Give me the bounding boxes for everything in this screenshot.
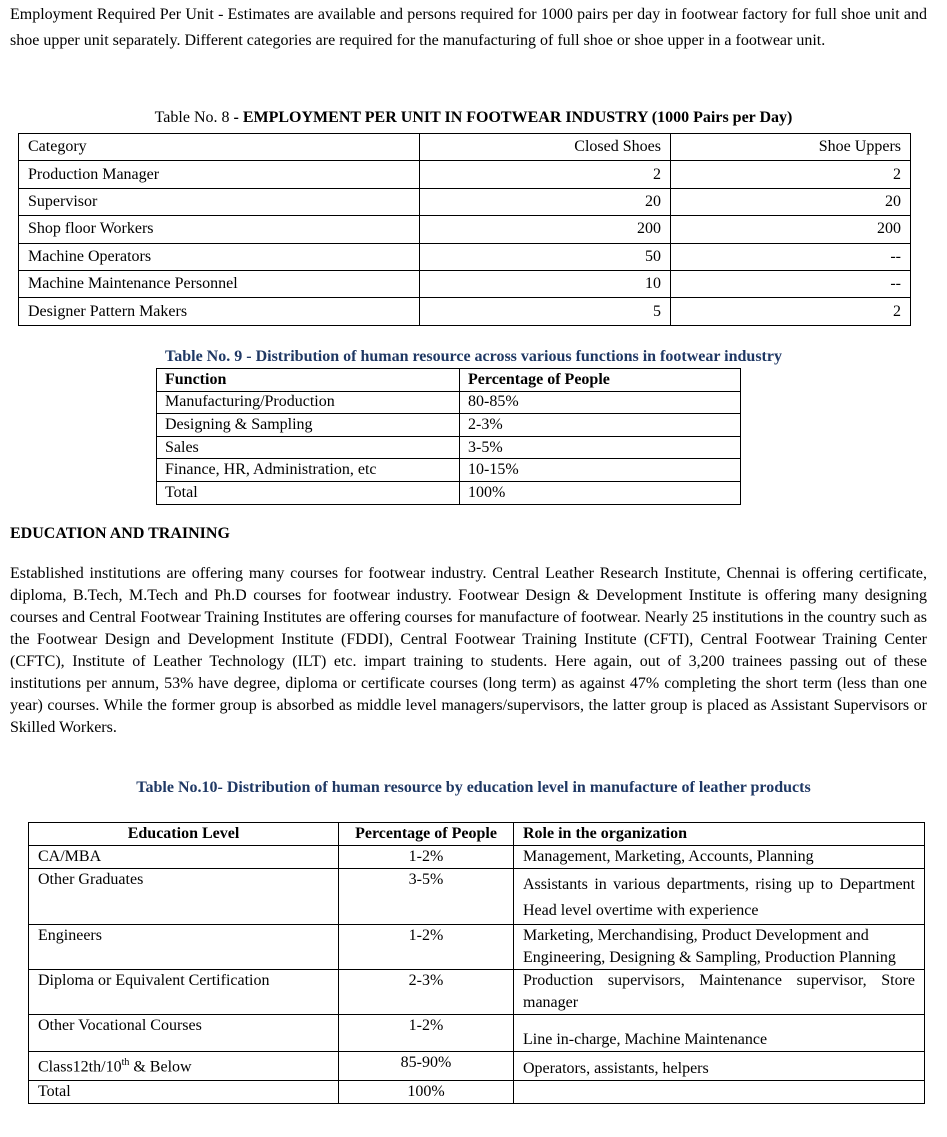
cell-shoe-uppers: 200 [670,216,910,243]
table-employment-per-unit [18,133,911,326]
table8-caption-title: - EMPLOYMENT PER UNIT IN FOOTWEAR INDUSTRY (1000 Pairs per Day) [229,109,793,126]
table10-caption: Table No.10- Distribution of human resource by education level in manufacture of leather products [136,779,811,796]
table-row [157,391,741,414]
cell-role: Assistants in various departments, rising up to Department Head level overtime with experience [514,869,925,925]
table8-caption [0,109,947,127]
cell-closed-shoes: 20 [420,188,671,215]
table-education-distribution [28,822,925,1104]
table-header-row [19,134,911,161]
intro-paragraph: Employment Required Per Unit - Estimates are available and persons required for 1000 pairs per day in footwear factory for full shoe unit and shoe upper unit separately. Different categories are required for the manufacturing of full shoe or shoe upper in a footwear unit. [10,6,927,49]
cell-education [29,1052,339,1081]
table-row [157,436,741,459]
class-level-superscript: th [121,1057,130,1068]
header-closed-shoes: Closed Shoes [420,134,671,161]
cell-function: Sales [157,436,460,459]
cell-education: Other Vocational Courses [29,1015,339,1052]
cell-percentage: 2-3% [339,970,514,1015]
cell-percentage: 80-85% [460,391,741,414]
table-row [157,481,741,504]
header-percentage: Percentage of People [339,823,514,846]
cell-role: Management, Marketing, Accounts, Planning [514,846,925,869]
cell-role: Marketing, Merchandising, Product Development and Engineering, Designing & Sampling, Production Planning [514,925,925,970]
table-row [19,161,911,188]
header-percentage: Percentage of People [460,369,741,392]
table-row [29,970,925,1015]
cell-percentage: 3-5% [460,436,741,459]
header-education-level: Education Level [29,823,339,846]
cell-category: Shop floor Workers [19,216,420,243]
cell-shoe-uppers: 2 [670,161,910,188]
cell-shoe-uppers: -- [670,243,910,270]
table-row [19,298,911,325]
cell-closed-shoes: 5 [420,298,671,325]
header-function: Function [157,369,460,392]
cell-role: Production supervisors, Maintenance supervisor, Store manager [514,970,925,1015]
cell-percentage: 10-15% [460,459,741,482]
header-shoe-uppers: Shoe Uppers [670,134,910,161]
cell-shoe-uppers: 20 [670,188,910,215]
cell-shoe-uppers: -- [670,270,910,297]
cell-function: Designing & Sampling [157,414,460,437]
cell-education: Total [29,1081,339,1104]
table-header-row [157,369,741,392]
table-row [19,216,911,243]
cell-role [514,1081,925,1104]
cell-education: Diploma or Equivalent Certification [29,970,339,1015]
table-row [19,270,911,297]
cell-education: CA/MBA [29,846,339,869]
table-row [157,414,741,437]
class-level-text: Class12th/10 [38,1058,122,1076]
table-row [29,925,925,970]
cell-role: Operators, assistants, helpers [514,1052,925,1081]
table-function-distribution [156,368,741,505]
cell-shoe-uppers: 2 [670,298,910,325]
cell-category: Supervisor [19,188,420,215]
cell-closed-shoes: 50 [420,243,671,270]
cell-category: Machine Operators [19,243,420,270]
cell-function: Manufacturing/Production [157,391,460,414]
cell-percentage: 3-5% [339,869,514,925]
cell-function: Total [157,481,460,504]
cell-percentage: 100% [339,1081,514,1104]
cell-category: Production Manager [19,161,420,188]
table-row [157,459,741,482]
cell-percentage: 1-2% [339,846,514,869]
header-role: Role in the organization [514,823,925,846]
cell-closed-shoes: 10 [420,270,671,297]
cell-category: Machine Maintenance Personnel [19,270,420,297]
cell-percentage: 85-90% [339,1052,514,1081]
cell-percentage: 2-3% [460,414,741,437]
cell-category: Designer Pattern Makers [19,298,420,325]
table-row [29,869,925,925]
class-level-suffix: & Below [129,1058,192,1076]
table-row [29,846,925,869]
cell-function: Finance, HR, Administration, etc [157,459,460,482]
table-row [29,1015,925,1052]
header-category: Category [19,134,420,161]
table9-caption: Table No. 9 - Distribution of human resource across various functions in footwear industry [165,348,782,365]
table-row [19,188,911,215]
table-row [29,1052,925,1081]
cell-closed-shoes: 200 [420,216,671,243]
cell-closed-shoes: 2 [420,161,671,188]
cell-percentage: 1-2% [339,925,514,970]
table8-caption-prefix: Table No. 8 [154,109,230,126]
table-row [19,243,911,270]
cell-education: Engineers [29,925,339,970]
section-heading-education: EDUCATION AND TRAINING [10,525,230,542]
education-paragraph: Established institutions are offering many courses for footwear industry. Central Leather Research Institute, Chennai is offering certificate, diploma, B.Tech, M.Tech and Ph.D courses for footwear industry. Footwear Design & Development Institute is offering many designing courses and Central Footwear Training Institutes are offering courses for manufacture of footwear. Nearly 25 institutions in the country such as the Footwear Design and Development Institute (FDDI), Central Footwear Training Institute (CFTI), Central Footwear Training Center (CFTC), Institute of Leather Technology (ILT) etc. impart training to students. Here again, out of 3,200 trainees passing out of these institutions per annum, 53% have degree, diploma or certificate courses (long term) as against 47% completing the short term (less than one year) courses. While the former group is absorbed as middle level managers/supervisors, the latter group is placed as Assistant Supervisors or Skilled Workers. [10,565,927,736]
cell-education: Other Graduates [29,869,339,925]
cell-percentage: 1-2% [339,1015,514,1052]
table-row [29,1081,925,1104]
cell-percentage: 100% [460,481,741,504]
table-header-row [29,823,925,846]
cell-role: Line in-charge, Machine Maintenance [514,1015,925,1052]
